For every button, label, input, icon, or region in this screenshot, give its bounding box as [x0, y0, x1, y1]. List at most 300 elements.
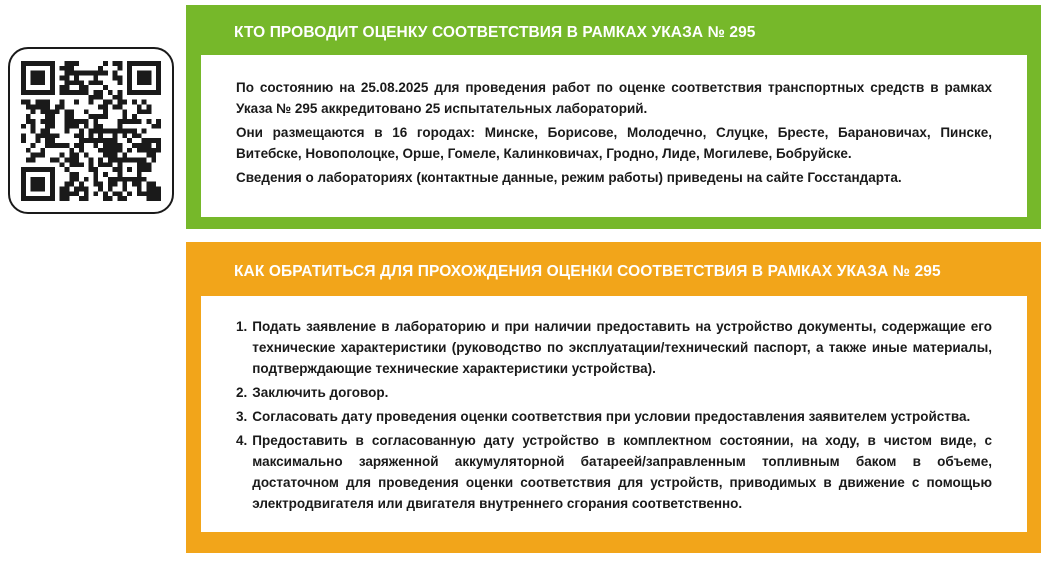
qr-module [93, 80, 98, 85]
qr-module [79, 181, 84, 186]
qr-module [89, 80, 94, 85]
qr-module [151, 152, 156, 157]
qr-module [26, 104, 31, 109]
qr-module [40, 70, 45, 75]
qr-module [31, 196, 36, 201]
qr-module [31, 152, 36, 157]
qr-module [127, 147, 132, 152]
qr-module [50, 70, 55, 75]
qr-module [35, 75, 40, 80]
qr-module [35, 89, 40, 94]
qr-module [45, 118, 50, 123]
qr-module [93, 143, 98, 148]
qr-module [84, 138, 89, 143]
qr-module [31, 61, 36, 66]
qr-module [137, 181, 142, 186]
qr-module [45, 89, 50, 94]
qr-module [35, 181, 40, 186]
qr-module [98, 181, 103, 186]
qr-module [98, 80, 103, 85]
qr-module [137, 191, 142, 196]
qr-module [69, 89, 74, 94]
qr-module [156, 65, 161, 70]
qr-module [31, 128, 36, 133]
qr-module [147, 75, 152, 80]
qr-module [84, 109, 89, 114]
qr-module [89, 138, 94, 143]
qr-module [118, 191, 123, 196]
qr-module [156, 143, 161, 148]
who-paragraph-2: Они размещаются в 16 городах: Минске, Борисове, Молодечно, Слуцке, Бресте, Барановичах, Пинске, Витебске, Новополоцке, Орше, Гомеле, Калинковичах, Гродно, Лиде, Могилеве, Бобруйске. [236, 125, 992, 161]
qr-module [93, 123, 98, 128]
qr-module [64, 80, 69, 85]
qr-module [89, 162, 94, 167]
qr-module [26, 118, 31, 123]
qr-module [127, 128, 132, 133]
qr-module [127, 176, 132, 181]
qr-module [50, 133, 55, 138]
qr-module [127, 70, 132, 75]
qr-module [84, 176, 89, 181]
qr-module [108, 147, 113, 152]
qr-module [69, 157, 74, 162]
qr-module [118, 94, 123, 99]
qr-module [108, 128, 113, 133]
qr-module [122, 133, 127, 138]
qr-module [64, 89, 69, 94]
qr-module [50, 172, 55, 177]
qr-module [98, 186, 103, 191]
qr-module [142, 157, 147, 162]
qr-module [74, 176, 79, 181]
qr-module [98, 123, 103, 128]
qr-module [113, 104, 118, 109]
qr-module [137, 80, 142, 85]
qr-module [74, 172, 79, 177]
qr-module [142, 128, 147, 133]
qr-module [69, 162, 74, 167]
qr-module [108, 186, 113, 191]
step-item [236, 430, 992, 514]
qr-module [98, 133, 103, 138]
step-item [236, 316, 992, 379]
qr-module [50, 157, 55, 162]
qr-module [113, 191, 118, 196]
qr-module [45, 128, 50, 133]
qr-module [108, 196, 113, 201]
qr-module [113, 176, 118, 181]
qr-module [113, 128, 118, 133]
qr-module [142, 191, 147, 196]
qr-module [118, 143, 123, 148]
qr-module [93, 70, 98, 75]
qr-module [60, 186, 65, 191]
qr-module [69, 109, 74, 114]
qr-module [40, 109, 45, 114]
qr-module [21, 61, 26, 66]
steps-list [236, 316, 992, 514]
qr-module [103, 152, 108, 157]
section-how-body [201, 296, 1027, 532]
qr-module [151, 89, 156, 94]
qr-module [151, 147, 156, 152]
qr-module [50, 123, 55, 128]
section-how-to-apply [186, 242, 1041, 553]
qr-module [55, 133, 60, 138]
qr-code-icon [21, 61, 161, 201]
qr-module [113, 157, 118, 162]
qr-module [40, 167, 45, 172]
qr-module [74, 143, 79, 148]
qr-module [93, 191, 98, 196]
qr-module [79, 196, 84, 201]
qr-module [142, 61, 147, 66]
qr-module [103, 128, 108, 133]
qr-module [156, 80, 161, 85]
qr-module [74, 75, 79, 80]
qr-module [45, 99, 50, 104]
qr-module [40, 186, 45, 191]
qr-module [64, 114, 69, 119]
qr-module [69, 123, 74, 128]
qr-module [55, 157, 60, 162]
qr-module [127, 191, 132, 196]
qr-module [108, 152, 113, 157]
qr-module [137, 186, 142, 191]
qr-module [21, 85, 26, 90]
qr-module [118, 172, 123, 177]
qr-module [79, 85, 84, 90]
qr-module [64, 85, 69, 90]
qr-module [21, 167, 26, 172]
qr-module [64, 167, 69, 172]
qr-module [108, 157, 113, 162]
qr-module [40, 181, 45, 186]
qr-module [103, 70, 108, 75]
qr-module [84, 118, 89, 123]
qr-module [142, 176, 147, 181]
qr-module [142, 143, 147, 148]
qr-module [147, 70, 152, 75]
qr-module [40, 118, 45, 123]
qr-module [142, 109, 147, 114]
qr-module [132, 143, 137, 148]
qr-module [113, 143, 118, 148]
qr-module [122, 152, 127, 157]
qr-module [122, 114, 127, 119]
qr-module [79, 133, 84, 138]
qr-module [122, 181, 127, 186]
qr-module [40, 104, 45, 109]
qr-module [60, 89, 65, 94]
qr-module [64, 196, 69, 201]
qr-code-frame [8, 47, 174, 214]
section-who-body [201, 55, 1027, 217]
qr-module [64, 143, 69, 148]
qr-module [93, 167, 98, 172]
qr-module [118, 196, 123, 201]
qr-module [50, 191, 55, 196]
qr-module [137, 70, 142, 75]
qr-module [21, 99, 26, 104]
qr-module [122, 186, 127, 191]
step-text: Предоставить в согласованную дату устройство в комплектном состоянии, на ходу, в чистом виде, с максимально заряженной аккумуляторной батареей/заправленным топливным баком в объеме, достаточном для проведения оценки соответствия для устройств, приводимых в движение с помощью электродвигателя или двигателя внутреннего сгорания соответственно. [252, 433, 992, 511]
qr-module [74, 133, 79, 138]
qr-module [89, 114, 94, 119]
qr-module [142, 167, 147, 172]
qr-module [55, 143, 60, 148]
qr-module [40, 61, 45, 66]
qr-module [113, 138, 118, 143]
qr-module [31, 167, 36, 172]
qr-module [45, 114, 50, 119]
qr-module [31, 109, 36, 114]
qr-module [151, 61, 156, 66]
qr-module [142, 70, 147, 75]
qr-module [84, 186, 89, 191]
qr-module [64, 157, 69, 162]
qr-module [31, 104, 36, 109]
qr-module [132, 99, 137, 104]
qr-module [127, 61, 132, 66]
qr-module [103, 109, 108, 114]
qr-module [74, 162, 79, 167]
qr-module [64, 191, 69, 196]
qr-module [147, 118, 152, 123]
qr-module [64, 128, 69, 133]
qr-module [64, 181, 69, 186]
qr-module [118, 157, 123, 162]
qr-module [69, 191, 74, 196]
qr-module [60, 152, 65, 157]
qr-module [64, 186, 69, 191]
qr-module [31, 186, 36, 191]
qr-module [60, 196, 65, 201]
qr-module [147, 109, 152, 114]
qr-module [156, 70, 161, 75]
qr-module [21, 70, 26, 75]
qr-module [21, 133, 26, 138]
qr-module [74, 157, 79, 162]
qr-module [151, 181, 156, 186]
qr-module [60, 143, 65, 148]
qr-module [103, 114, 108, 119]
qr-module [45, 138, 50, 143]
qr-module [132, 114, 137, 119]
step-text: Подать заявление в лабораторию и при наличии предоставить на устройство документы, содержащие его технические характеристики (руководство по эксплуатации/технический паспорт, а также иные материалы, подтверждающие технические характеристики устройства). [252, 319, 992, 376]
qr-module [93, 118, 98, 123]
qr-module [118, 128, 123, 133]
qr-module [50, 181, 55, 186]
qr-module [103, 196, 108, 201]
qr-module [31, 70, 36, 75]
qr-module [151, 157, 156, 162]
qr-module [69, 176, 74, 181]
qr-module [35, 99, 40, 104]
qr-module [147, 89, 152, 94]
qr-module [137, 89, 142, 94]
qr-module [50, 85, 55, 90]
qr-module [40, 147, 45, 152]
qr-module [74, 89, 79, 94]
qr-module [113, 61, 118, 66]
qr-module [31, 176, 36, 181]
qr-module [21, 172, 26, 177]
qr-module [118, 118, 123, 123]
qr-module [98, 128, 103, 133]
qr-module [21, 176, 26, 181]
qr-module [122, 196, 127, 201]
qr-module [26, 196, 31, 201]
qr-module [151, 186, 156, 191]
qr-module [113, 70, 118, 75]
qr-module [93, 138, 98, 143]
qr-module [40, 133, 45, 138]
qr-module [137, 133, 142, 138]
qr-module [118, 162, 123, 167]
qr-module [69, 80, 74, 85]
qr-module [108, 176, 113, 181]
qr-module [84, 123, 89, 128]
qr-module [79, 147, 84, 152]
qr-module [26, 61, 31, 66]
qr-module [98, 89, 103, 94]
step-item [236, 382, 992, 403]
qr-module [69, 118, 74, 123]
qr-module [50, 167, 55, 172]
qr-module [50, 61, 55, 66]
qr-module [40, 176, 45, 181]
qr-module [35, 80, 40, 85]
qr-module [137, 118, 142, 123]
qr-module [64, 75, 69, 80]
qr-module [127, 138, 132, 143]
qr-module [132, 157, 137, 162]
qr-module [156, 147, 161, 152]
qr-module [31, 143, 36, 148]
section-who-title: КТО ПРОВОДИТ ОЦЕНКУ СООТВЕТСТВИЯ В РАМКАХ УКАЗА № 295 [234, 24, 756, 41]
qr-module [147, 196, 152, 201]
qr-module [127, 85, 132, 90]
qr-module [122, 176, 127, 181]
qr-module [137, 172, 142, 177]
qr-module [64, 70, 69, 75]
qr-module [118, 65, 123, 70]
qr-module [64, 118, 69, 123]
qr-module [60, 162, 65, 167]
qr-module [147, 186, 152, 191]
qr-module [84, 196, 89, 201]
qr-module [50, 114, 55, 119]
qr-module [64, 109, 69, 114]
qr-module [89, 70, 94, 75]
qr-module [113, 133, 118, 138]
qr-module [122, 109, 127, 114]
step-item [236, 406, 992, 427]
qr-module [89, 94, 94, 99]
qr-module [69, 181, 74, 186]
qr-module [156, 75, 161, 80]
qr-module [40, 128, 45, 133]
qr-module [84, 85, 89, 90]
qr-module [93, 176, 98, 181]
step-number: 1. [236, 319, 248, 334]
qr-module [132, 89, 137, 94]
qr-module [103, 172, 108, 177]
qr-module [142, 75, 147, 80]
qr-module [118, 61, 123, 66]
qr-module [45, 61, 50, 66]
qr-module [21, 123, 26, 128]
qr-module [108, 143, 113, 148]
qr-module [147, 143, 152, 148]
qr-module [108, 181, 113, 186]
qr-module [35, 133, 40, 138]
qr-module [93, 75, 98, 80]
qr-module [84, 191, 89, 196]
qr-module [118, 167, 123, 172]
qr-module [45, 196, 50, 201]
qr-module [93, 181, 98, 186]
qr-module [118, 99, 123, 104]
qr-module [156, 123, 161, 128]
qr-module [21, 65, 26, 70]
qr-module [64, 61, 69, 66]
qr-module [60, 99, 65, 104]
qr-module [132, 118, 137, 123]
qr-module [84, 70, 89, 75]
qr-module [31, 75, 36, 80]
qr-module [89, 128, 94, 133]
qr-module [50, 109, 55, 114]
qr-module [113, 94, 118, 99]
qr-module [147, 167, 152, 172]
qr-module [64, 65, 69, 70]
qr-module [118, 147, 123, 152]
qr-module [79, 138, 84, 143]
qr-module [74, 123, 79, 128]
qr-module [137, 109, 142, 114]
qr-module [79, 118, 84, 123]
qr-module [74, 186, 79, 191]
qr-module [147, 80, 152, 85]
qr-module [137, 147, 142, 152]
step-number: 3. [236, 409, 248, 424]
qr-module [50, 118, 55, 123]
qr-module [137, 167, 142, 172]
qr-module [45, 133, 50, 138]
qr-module [142, 89, 147, 94]
qr-module [64, 123, 69, 128]
qr-module [21, 138, 26, 143]
qr-module [35, 167, 40, 172]
qr-module [127, 75, 132, 80]
qr-module [93, 128, 98, 133]
qr-module [40, 80, 45, 85]
qr-module [156, 118, 161, 123]
qr-module [132, 176, 137, 181]
qr-module [79, 162, 84, 167]
qr-module [50, 196, 55, 201]
qr-module [98, 104, 103, 109]
step-text: Согласовать дату проведения оценки соответствия при условии предоставления заявителем устройства. [252, 409, 971, 424]
qr-module [26, 147, 31, 152]
qr-module [127, 89, 132, 94]
qr-module [84, 89, 89, 94]
qr-module [137, 104, 142, 109]
qr-module [31, 123, 36, 128]
qr-module [26, 167, 31, 172]
